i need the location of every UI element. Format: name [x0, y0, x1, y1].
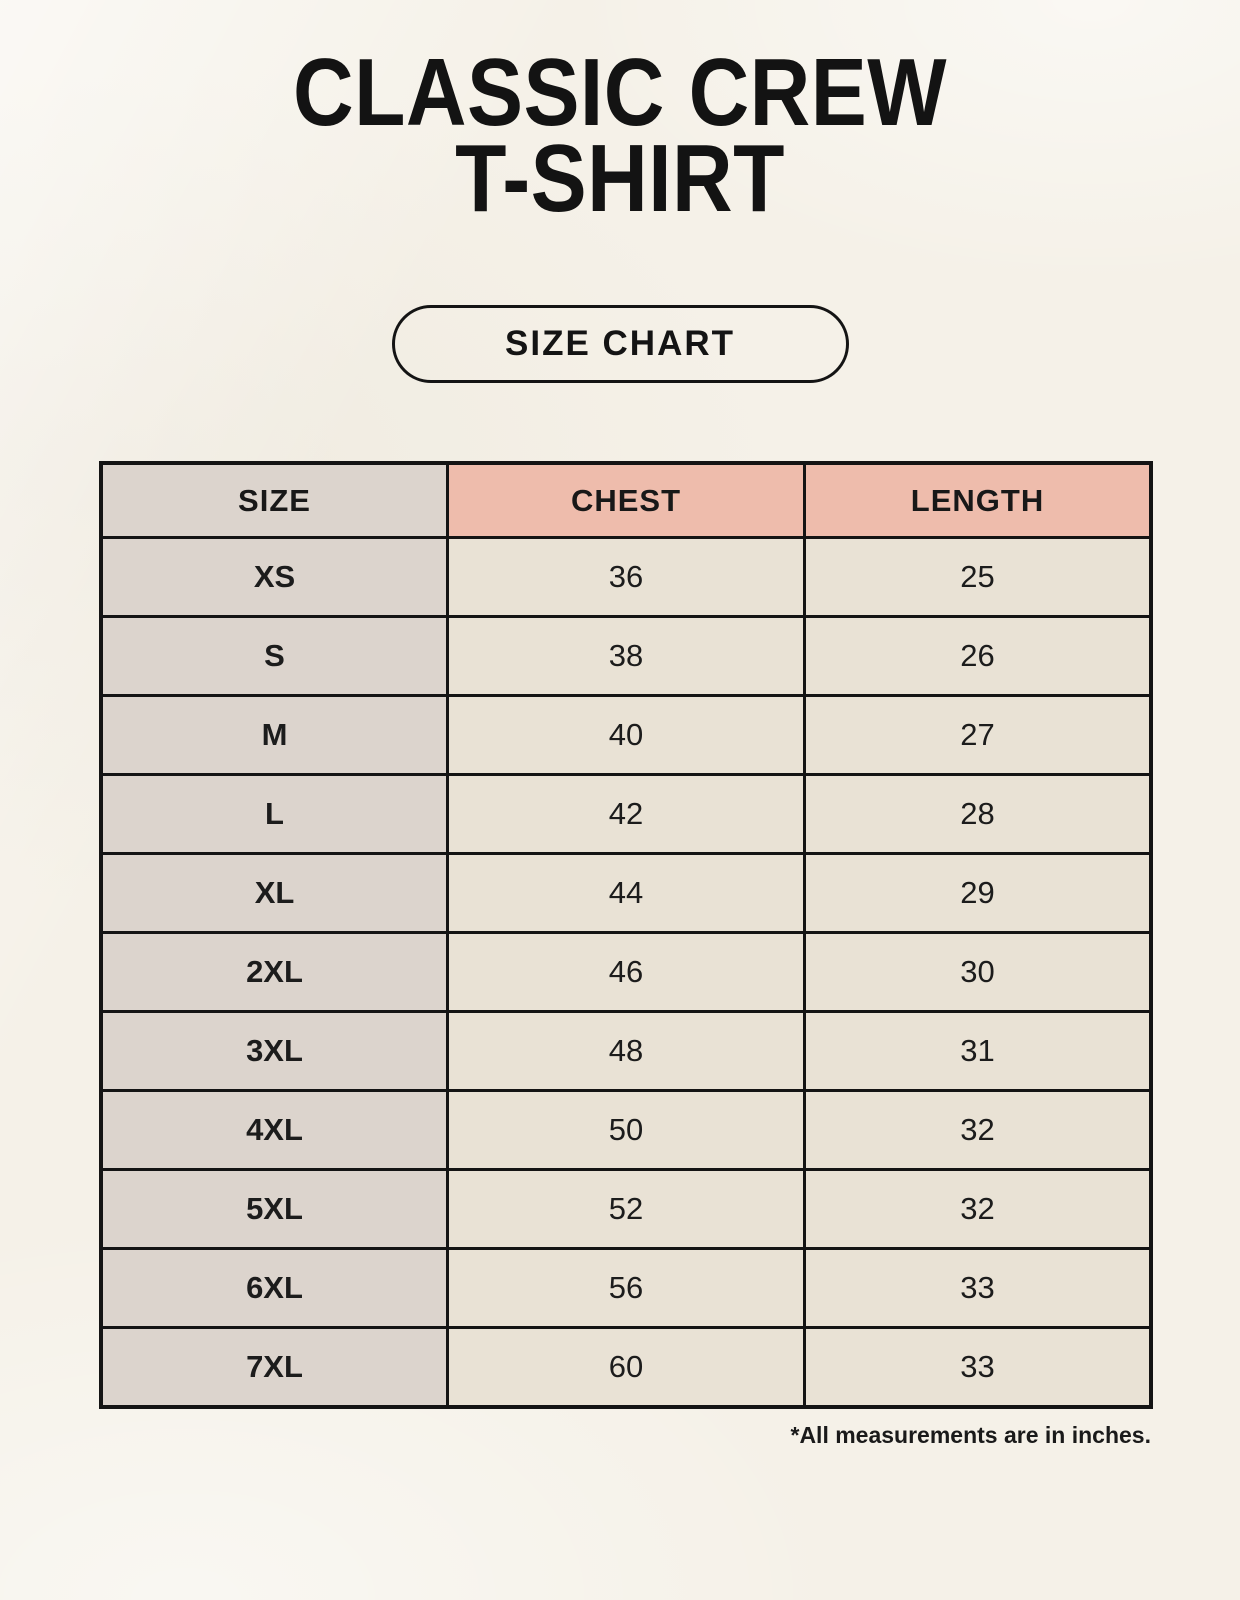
table-row — [101, 1091, 1151, 1170]
column-header-length: LENGTH — [805, 463, 1152, 538]
size-chart-button[interactable] — [392, 305, 849, 383]
size-cell: 7XL — [101, 1328, 448, 1407]
size-cell: XS — [101, 538, 448, 617]
size-cell: XL — [101, 854, 448, 933]
table-row — [101, 696, 1151, 775]
size-cell: 2XL — [101, 933, 448, 1012]
chest-cell: 36 — [448, 538, 805, 617]
table-header-row — [101, 463, 1151, 538]
table-row — [101, 538, 1151, 617]
length-cell: 33 — [805, 1249, 1152, 1328]
chest-cell: 56 — [448, 1249, 805, 1328]
length-cell: 32 — [805, 1170, 1152, 1249]
length-cell: 29 — [805, 854, 1152, 933]
size-cell: 6XL — [101, 1249, 448, 1328]
column-header-chest: CHEST — [448, 463, 805, 538]
chest-cell: 52 — [448, 1170, 805, 1249]
table-row — [101, 1249, 1151, 1328]
length-cell: 25 — [805, 538, 1152, 617]
table-row — [101, 1170, 1151, 1249]
size-chart-table — [99, 461, 1153, 1409]
table-row — [101, 933, 1151, 1012]
chest-cell: 60 — [448, 1328, 805, 1407]
chest-cell: 50 — [448, 1091, 805, 1170]
table-row — [101, 1328, 1151, 1407]
length-cell: 27 — [805, 696, 1152, 775]
page-title-line-1: CLASSIC CREW — [293, 39, 947, 146]
table-row — [101, 775, 1151, 854]
chest-cell: 44 — [448, 854, 805, 933]
size-cell: S — [101, 617, 448, 696]
table-row — [101, 1012, 1151, 1091]
chest-cell: 48 — [448, 1012, 805, 1091]
size-chart-button-label: SIZE CHART — [505, 323, 735, 363]
length-cell: 28 — [805, 775, 1152, 854]
length-cell: 26 — [805, 617, 1152, 696]
measurement-footnote: *All measurements are in inches. — [790, 1421, 1151, 1448]
length-cell: 30 — [805, 933, 1152, 1012]
length-cell: 32 — [805, 1091, 1152, 1170]
size-cell: 4XL — [101, 1091, 448, 1170]
size-cell: M — [101, 696, 448, 775]
size-cell: L — [101, 775, 448, 854]
chest-cell: 46 — [448, 933, 805, 1012]
chest-cell: 42 — [448, 775, 805, 854]
length-cell: 31 — [805, 1012, 1152, 1091]
table-body — [101, 538, 1151, 1407]
length-cell: 33 — [805, 1328, 1152, 1407]
chest-cell: 40 — [448, 696, 805, 775]
size-cell: 3XL — [101, 1012, 448, 1091]
table-row — [101, 617, 1151, 696]
column-header-size: SIZE — [101, 463, 448, 538]
page-title-line-2: T-SHIRT — [455, 125, 785, 233]
page-title — [78, 0, 1163, 233]
chest-cell: 38 — [448, 617, 805, 696]
table-row — [101, 854, 1151, 933]
size-cell: 5XL — [101, 1170, 448, 1249]
